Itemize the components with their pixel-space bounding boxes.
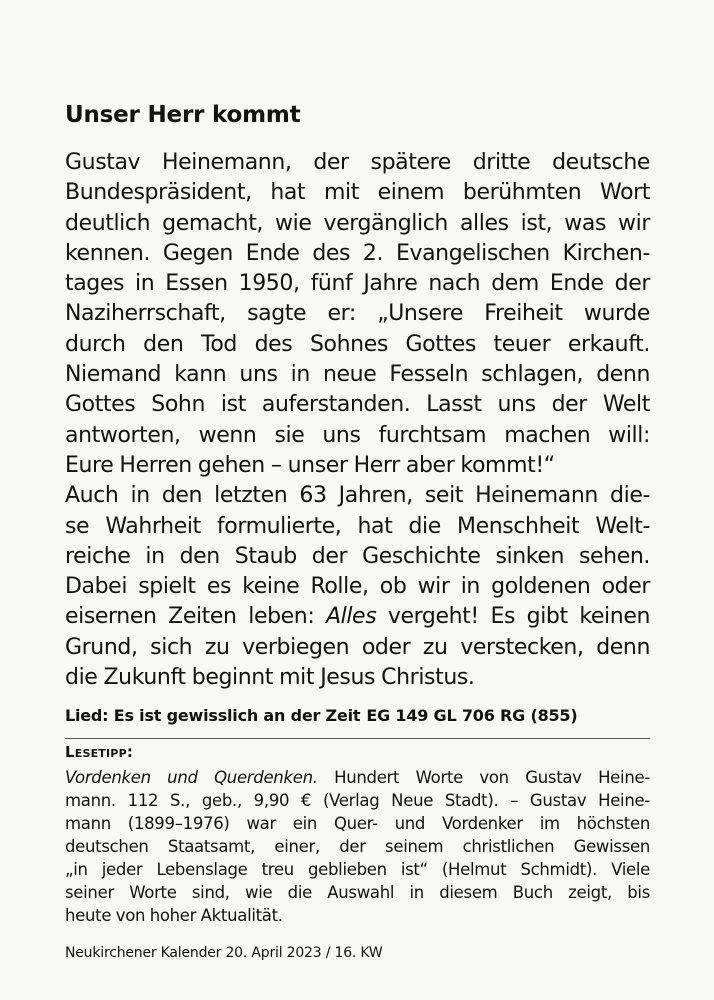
body-line: tages in Essen 1950, fünf Jahre nach dem Ende der: [65, 271, 650, 297]
body-line: Naziherrschaft, sagte er: „Unsere Freiheit wurde: [65, 301, 650, 327]
body-line: durch den Tod des Sohnes Gottes teuer erkauft.: [65, 331, 650, 357]
body-line: Bundespräsident, hat mit einem berühmten Wort: [65, 180, 650, 206]
reading-tip-heading: Lesetipp:: [65, 743, 134, 761]
body-line: [65, 602, 650, 632]
body-line: antworten, wenn sie uns furchtsam machen will:: [65, 422, 650, 448]
body-line: se Wahrheit formulierte, hat die Menschheit Welt-: [65, 513, 650, 539]
body-line: Grund, sich zu verbiegen oder zu verstecken, denn: [65, 634, 650, 660]
emphasis-word: Alles: [325, 604, 377, 630]
tip-line: deutschen Staatsamt, einer, der seinem christlichen Gewissen: [65, 837, 650, 856]
body-line: Gustav Heinemann, der spätere dritte deutsche: [65, 150, 650, 175]
divider: [65, 738, 650, 739]
body-line: kennen. Gegen Ende des 2. Evangelischen Kirchen-: [65, 240, 650, 266]
tip-line: seiner Worte sind, wie die Auswahl in diesem Buch zeigt, bis: [65, 883, 650, 902]
body-line: Dabei spielt es keine Rolle, ob wir in goldenen oder: [65, 574, 650, 600]
tip-line: mann (1899–1976) war ein Quer- und Vordenker im höchsten: [65, 814, 650, 833]
body-line: Gottes Sohn ist auferstanden. Lasst uns der Welt: [65, 392, 650, 418]
tip-line: mann. 112 S., geb., 9,90 € (Verlag Neue Stadt). – Gustav Heine-: [65, 791, 650, 810]
devotional-text: [65, 148, 650, 693]
book-title: Vordenken und Querdenken.: [65, 768, 318, 787]
body-line: Eure Herren gehen – unser Herr aber kommt!“: [65, 452, 555, 478]
tip-line: „in jeder Lebenslage treu geblieben ist“ (Helmut Schmidt). Viele: [65, 860, 650, 879]
tip-line: [65, 766, 650, 789]
body-line-part: vergeht! Es gibt keinen: [376, 604, 650, 630]
reading-tip-text: [65, 766, 650, 927]
body-line: Niemand kann uns in neue Fesseln schlagen, denn: [65, 362, 650, 388]
body-line: die Zukunft beginnt mit Jesus Christus.: [65, 665, 475, 691]
page-title: Unser Herr kommt: [65, 102, 301, 128]
tip-line-part: Hundert Worte von Gustav Heine-: [317, 768, 650, 787]
hymn-numbers: EG 149 GL 706 RG (855): [366, 706, 578, 725]
body-line-part: eisernen Zeiten leben:: [65, 604, 326, 630]
hymn-label: Lied: Es ist gewisslich an der Zeit: [65, 706, 361, 725]
tip-line: heute von hoher Aktualität.: [65, 906, 283, 925]
body-line: reiche in den Staub der Geschichte sinken sehen.: [65, 543, 650, 569]
body-line: deutlich gemacht, wie vergänglich alles ist, was wir: [65, 210, 650, 236]
hymn-reference: [65, 706, 577, 725]
calendar-footer: Neukirchener Kalender 20. April 2023 / 16. KW: [65, 945, 383, 961]
body-line: Auch in den letzten 63 Jahren, seit Heinemann die-: [65, 483, 650, 509]
